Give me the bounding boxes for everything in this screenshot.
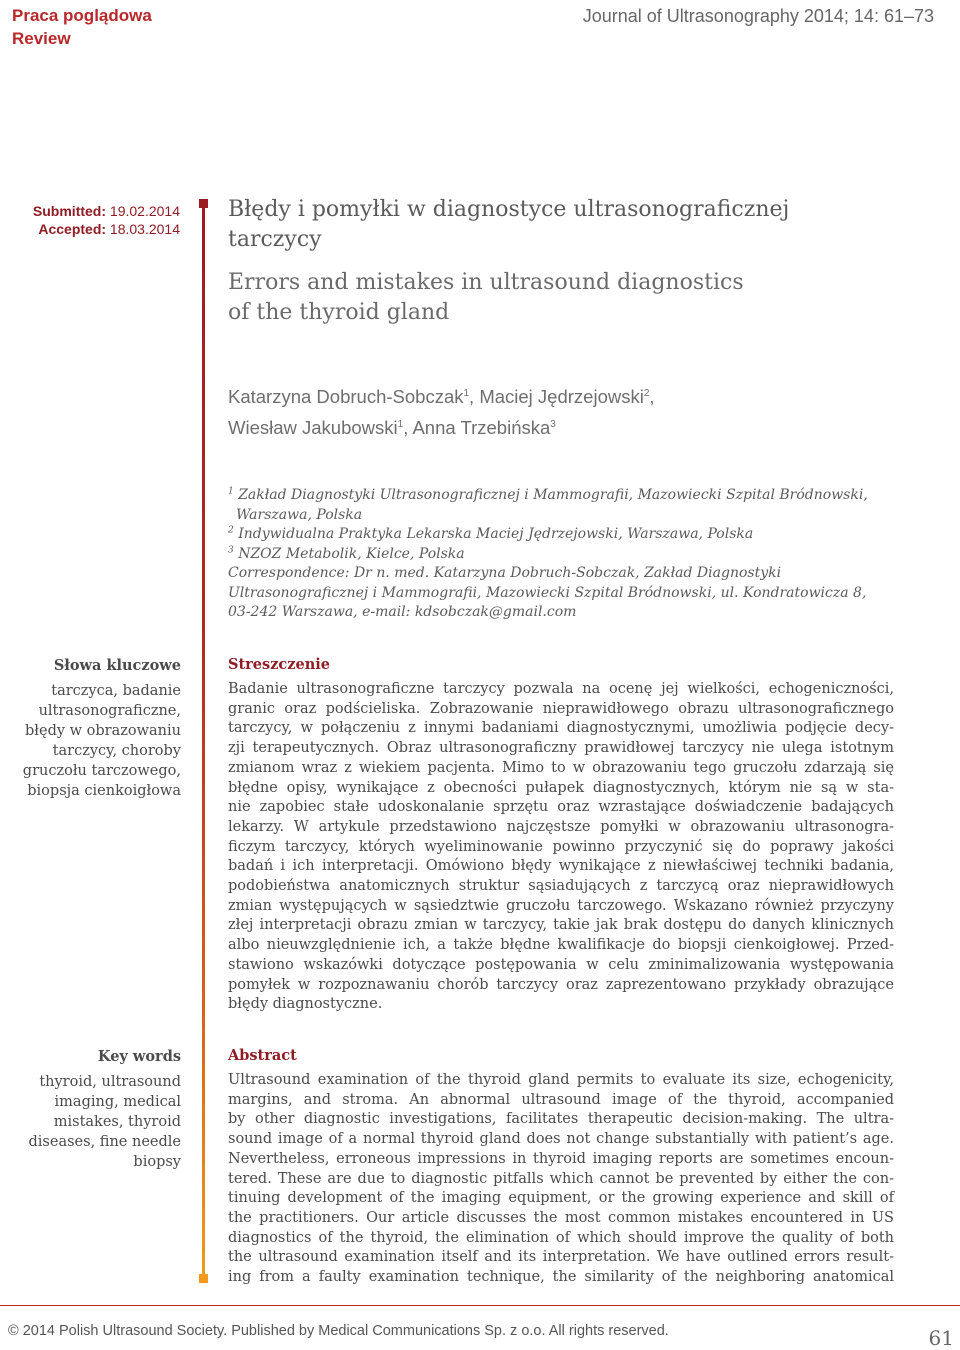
abstract-line: sound image of a normal thyroid gland does not change substantially with patient’s age. [228,1131,894,1148]
author-name: Anna Trzebińska [412,417,551,438]
article-category-pl: Praca poglądowa [12,6,152,25]
accepted-label: Accepted: [38,221,107,237]
affiliation-text: Warszawa, Polska [236,506,363,523]
abstract-line: badań i ich interpretacji. Omówiono błędy wynikające z niewłaściwej techniki badania, [228,858,894,875]
author-affiliation-mark: 1 [463,387,470,399]
keyword-line: diseases, fine needle [28,1134,181,1150]
title-english-line: of the thyroid gland [228,300,450,325]
title-polish-line: tarczycy [228,227,322,252]
abstract-line: pomyłek w rozpoznawaniu chorób tarczycy oraz zaprezentowano przykłady obrazujące [228,976,894,993]
abstract-line: Ultrasound examination of the thyroid gland permits to evaluate its size, echogenicity, [228,1072,894,1088]
affiliations [228,486,928,623]
keyword-line: imaging, medical [54,1094,181,1110]
abstract-line: ficzym tarczycy, których wyeliminowanie powinno przyczynić się do poprawy jakości [228,838,894,855]
author-affiliation-mark: 1 [397,418,404,430]
copyright-notice: © 2014 Polish Ultrasound Society. Published by Medical Communications Sp. z o.o. All rights reserved. [8,1323,669,1339]
keywords-english [8,1047,181,1172]
abstract-line: lekarzy. W artykule przedstawiono najczęstsze pomyłki w obrazowaniu ultrasonogra- [228,818,894,835]
abstract-line: diagnostics of the thyroid, the elimination of which should improve the quality of both [228,1229,894,1246]
abstract-line: błędy diagnostyczne. [228,996,383,1013]
abstract-line: stawiono wskazówki dotyczące postępowania w celu zminimalizowania występowania [228,956,894,973]
title-english [228,268,928,328]
submitted-label: Submitted: [32,203,107,219]
keyword-line: mistakes, thyroid [53,1114,181,1130]
abstract-line: Nevertheless, erroneous impressions in thyroid imaging reports are sometimes encoun- [228,1150,894,1167]
author-line [228,412,928,443]
abstract-line: albo nieuwzględnienie ich, a także błędne kwalifikacje do biopsji cienkoigłowej. Przed- [228,937,894,954]
affiliation-line [228,545,928,565]
author-affiliation-mark: 3 [550,418,556,430]
author-name: Wiesław Jakubowski [228,417,398,438]
accepted-line [33,220,180,238]
affiliation-text: NZOZ Metabolik, Kielce, Polska [238,545,465,562]
author-separator: , [649,386,655,407]
abstract-line: zmian występujących w sąsiedztwie gruczołu tarczowego. Wskazano również przyczyny [228,897,894,914]
abstract-line: by other diagnostic investigations, facilitates therapeutic decision-making. The ultra- [228,1111,894,1128]
divider-bottom-marker [199,1274,208,1283]
correspondence-line [228,603,928,623]
affiliation-mark: 3 [228,544,234,555]
affiliation-mark: 1 [228,486,234,497]
author-name: Katarzyna Dobruch-Sobczak [228,386,464,407]
footer-rule [0,1305,960,1306]
affiliation-line [228,525,928,545]
article-category-en: Review [12,29,71,48]
article-category [12,4,152,50]
journal-citation: Journal of Ultrasonography 2014; 14: 61–73 [582,6,934,26]
divider-top-marker [199,199,208,208]
correspondence-text: Correspondence: Dr n. med. Katarzyna Dobruch-Sobczak, Zakład Diagnostyki [228,565,782,581]
affiliation-text: Indywidualna Praktyka Lekarska Maciej Jędrzejowski, Warszawa, Polska [238,526,754,542]
submitted-value: 19.02.2014 [109,203,180,219]
keyword-line: biopsy [133,1154,181,1170]
vertical-divider [202,206,205,1282]
author-list [228,381,928,443]
abstract-line: margins, and stroma. An abnormal ultrasound image of the thyroid, accompanied [228,1091,894,1108]
author-affiliation-mark: 2 [643,387,650,399]
abstract-line: tarczycy, w połączeniu z innymi badaniami diagnostycznymi, umożliwia podjęcie decy- [228,720,894,737]
keyword-line: tarczycy, choroby [52,743,181,759]
correspondence-text: 03-242 Warszawa, e-mail: kdsobczak@gmail.com [228,604,577,620]
abstract-line: podobieństwa anatomicznych struktur sąsiadujących z tarczycą oraz nieprawidłowych [228,878,894,895]
abstract-line: the practitioners. Our article discusses the most common mistakes encountered in US [228,1209,894,1226]
keyword-line: błędy w obrazowaniu [25,723,181,739]
abstract-line: zmianom wraz z wiekiem pacjenta. Mimo to w obrazowaniu tego gruczołu zdarzają się [228,759,894,776]
title-polish [228,195,928,255]
keywords-polish-heading: Słowa kluczowe [53,657,181,674]
abstract-line: tered. These are due to diagnostic pitfalls which cannot be prevented by either the con- [228,1170,894,1187]
abstract-line: błędne opisy, wynikające z obecności pułapek diagnostycznych, którym nie są w sta- [228,779,894,796]
keyword-line: biopsja cienkoigłowa [27,783,181,799]
affiliation-mark: 2 [228,525,234,536]
title-polish-line: Błędy i pomyłki w diagnostyce ultrasonograficznej [228,197,790,222]
correspondence-line [228,564,928,584]
author-line [228,381,928,412]
author-separator: , [403,417,413,438]
abstract-heading: Abstract [228,1047,297,1064]
author-name: Maciej Jędrzejowski [479,386,644,407]
abstract-line: nie zapobiec stałe udoskonalanie sprzętu oraz wzrastające doświadczenie badających [228,799,894,816]
correspondence-text: Ultrasonograficznej i Mammografii, Mazowiecki Szpital Bródnowski, ul. Kondratowicza 8, [228,584,867,601]
affiliation-text: Zakład Diagnostyki Ultrasonograficznej i Mammografii, Mazowiecki Szpital Bródnowski, [238,487,868,503]
author-separator: , [469,386,480,407]
affiliation-line [228,506,928,526]
abstract-line: ing from a faulty examination technique, the similarity of the neighboring anatomical [228,1269,894,1286]
keyword-line: gruczołu tarczowego, [22,763,181,779]
keywords-english-heading: Key words [97,1048,181,1065]
abstract-line: złej interpretacji obrazu zmian w tarczycy, takie jak brak dostępu do danych klinicznych [228,917,894,934]
abstract-line: tinuing development of the imaging equipment, or the growing experience and skill of [228,1190,894,1207]
abstract-english [228,1071,894,1288]
submission-dates [33,202,180,238]
keyword-line: ultrasonograficzne, [38,703,181,719]
title-english-line: Errors and mistakes in ultrasound diagnostics [228,270,744,295]
abstract-line: the ultrasound examination itself and its interpretation. We have outlined errors result- [228,1249,894,1266]
abstract-polish [228,680,894,1015]
keyword-line: thyroid, ultrasound [39,1074,181,1090]
keyword-line: tarczyca, badanie [51,683,181,699]
page-number: 61 [928,1326,954,1350]
affiliation-line [228,486,928,506]
abstract-line: zji terapeutycznych. Obraz ultrasonograficzny prawidłowej tarczycy nie ulega istotnym [228,740,894,757]
submitted-line [33,202,180,220]
abstract-line: granic oraz podścieliska. Zobrazowanie nieprawidłowego obrazu ultrasonograficznego [228,700,894,717]
abstract-line: Badanie ultrasonograficzne tarczycy pozwala na ocenę jej wielkości, echogeniczności, [228,681,894,697]
keywords-polish [8,656,181,801]
correspondence-line [228,584,928,604]
streszczenie-heading: Streszczenie [228,656,330,673]
accepted-value: 18.03.2014 [109,221,180,237]
